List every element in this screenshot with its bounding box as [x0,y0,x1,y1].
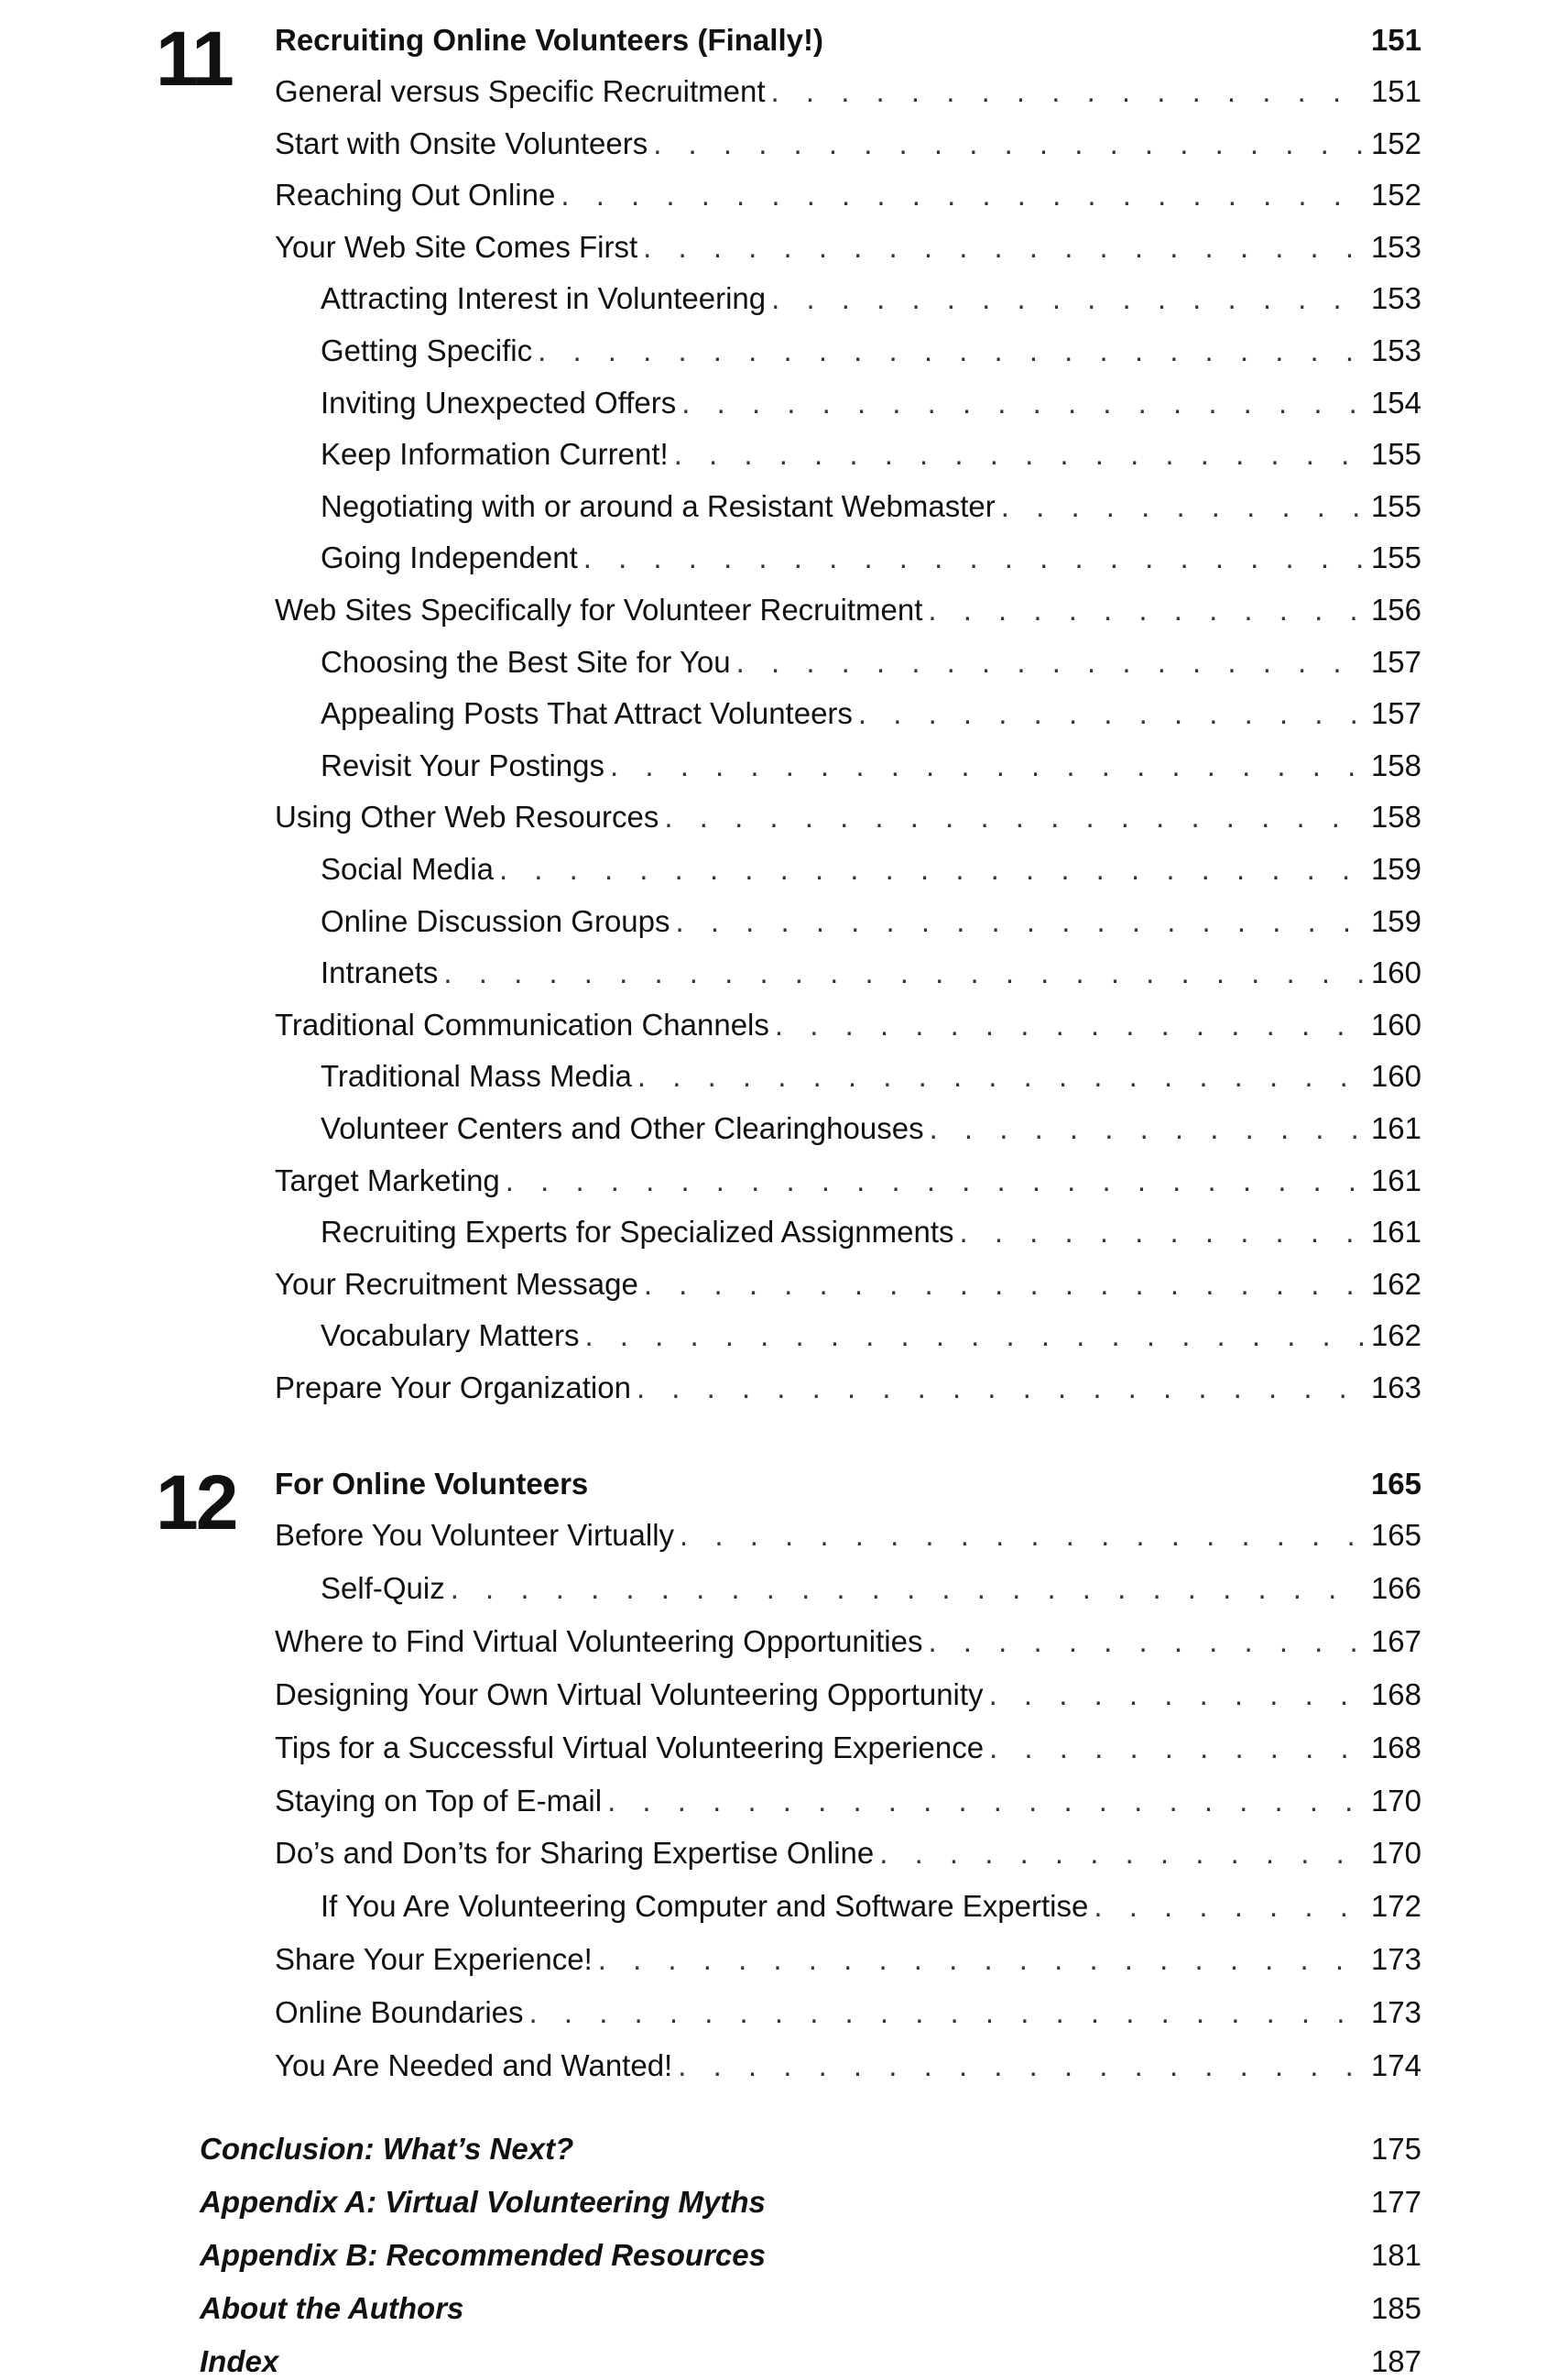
back-matter-page: 175 [1370,2132,1421,2166]
toc-entry-title: Using Other Web Resources [275,800,659,835]
dot-leader [771,73,1366,110]
toc-entry[interactable] [275,1994,1421,2031]
dot-leader [506,1163,1366,1199]
toc-entry-page: 158 [1370,800,1421,835]
toc-entry-page: 155 [1370,540,1421,575]
toc-entry-title: Choosing the Best Site for You [321,644,731,679]
dot-leader [771,280,1366,317]
toc-entry-page: 157 [1370,696,1421,731]
dot-leader [1001,488,1366,525]
toc-entry[interactable] [321,280,1421,317]
toc-entry-title: You Are Needed and Wanted! [275,2048,673,2082]
toc-entry-title: Web Sites Specifically for Volunteer Recruitment [275,593,923,627]
toc-entry[interactable] [275,1163,1421,1199]
toc-entry-title: Inviting Unexpected Offers [321,385,677,420]
dot-leader [676,903,1366,940]
back-matter-entry[interactable] [200,2343,1421,2380]
toc-entry-page: 162 [1370,1318,1421,1353]
toc-entry-title: Traditional Communication Channels [275,1007,769,1042]
toc-entry-title: Volunteer Centers and Other Clearinghouses [321,1111,924,1145]
toc-entry-page: 155 [1370,488,1421,523]
dot-leader [653,126,1366,162]
toc-entry-title: If You Are Volunteering Computer and Software Expertise [321,1889,1089,1924]
toc-entry[interactable] [275,799,1421,835]
dot-leader [598,1941,1366,1978]
toc-entry-title: Reaching Out Online [275,178,556,213]
back-matter-page: 181 [1370,2238,1421,2272]
toc-entry-page: 165 [1370,1518,1421,1552]
back-matter-page: 187 [1370,2344,1421,2378]
toc-entry-title: Recruiting Experts for Specialized Assignments [321,1215,954,1250]
toc-entry-title: Staying on Top of E-mail [275,1783,603,1818]
dot-leader [664,799,1366,835]
dot-leader [443,955,1366,991]
toc-entry-title: Revisit Your Postings [321,748,605,782]
dot-leader [680,1517,1366,1554]
toc-entry[interactable] [321,436,1421,473]
toc-entry[interactable] [275,1370,1421,1406]
toc-entry[interactable] [275,592,1421,628]
toc-entry-title: Do’s and Don’ts for Sharing Expertise Online [275,1836,875,1871]
toc-entry-title: Where to Find Virtual Volunteering Opportunities [275,1623,923,1658]
toc-entry-page: 167 [1370,1623,1421,1658]
dot-leader [538,333,1366,369]
toc-entry-page: 163 [1370,1370,1421,1404]
toc-entry[interactable] [321,540,1421,576]
toc-entry-title: Keep Information Current! [321,437,669,472]
toc-entry-title: Before You Volunteer Virtually [275,1518,675,1552]
dot-leader [775,1007,1366,1043]
toc-entry-page: 159 [1370,903,1421,938]
toc-entry-page: 161 [1370,1215,1421,1250]
back-matter-title: Index [200,2344,279,2378]
dot-leader [930,1110,1366,1147]
toc-entry-title: Vocabulary Matters [321,1318,580,1353]
back-matter-entry[interactable] [200,2184,1421,2221]
toc-entry-title: Target Marketing [275,1163,500,1197]
dot-leader [681,385,1366,421]
chapter-title-row[interactable] [275,22,1421,59]
dot-leader [858,695,1366,732]
toc-entry-title: Share Your Experience! [275,1942,593,1977]
toc-entry-title: Traditional Mass Media [321,1059,632,1094]
toc-entry[interactable] [275,177,1421,213]
back-matter-page: 185 [1370,2291,1421,2325]
toc-entry-page: 154 [1370,385,1421,420]
toc-entry[interactable] [321,1570,1421,1607]
back-matter-entry[interactable] [200,2131,1421,2167]
toc-entry[interactable] [321,1058,1421,1095]
toc-entry[interactable] [321,695,1421,732]
toc-entry-page: 155 [1370,437,1421,472]
toc-entry[interactable] [275,229,1421,266]
toc-entry-page: 173 [1370,1995,1421,2030]
toc-entry[interactable] [275,1007,1421,1043]
toc-entry-page: 159 [1370,852,1421,886]
dot-leader [643,229,1366,266]
chapter-page: 165 [1370,1467,1421,1501]
toc-entry[interactable] [321,851,1421,888]
back-matter-title: About the Authors [200,2291,464,2325]
toc-entry-title: Your Web Site Comes First [275,229,638,264]
dot-leader [499,851,1366,888]
toc-entry-page: 160 [1370,1059,1421,1094]
toc-entry-title: Start with Onsite Volunteers [275,126,648,160]
dot-leader [561,177,1366,213]
toc-entry-page: 168 [1370,1676,1421,1711]
toc-entry[interactable] [275,73,1421,110]
toc-entry[interactable] [275,1517,1421,1554]
toc-entry-title: Designing Your Own Virtual Volunteering Opportunity [275,1676,984,1711]
toc-entry-page: 153 [1370,229,1421,264]
toc-entry[interactable] [321,333,1421,369]
dot-leader [928,1623,1365,1660]
chapter-title: Recruiting Online Volunteers (Finally!) [275,23,823,57]
dot-leader [736,644,1366,681]
toc-entry-page: 152 [1370,126,1421,160]
toc-entry[interactable] [321,1214,1421,1250]
dot-leader [960,1214,1366,1250]
toc-entry[interactable] [275,1835,1421,1872]
toc-entry-page: 160 [1370,1007,1421,1042]
toc-entry-page: 170 [1370,1783,1421,1818]
toc-entry-title: Social Media [321,852,494,886]
dot-leader [644,1266,1366,1303]
toc-entry-title: Online Boundaries [275,1995,524,2030]
dot-leader [607,1783,1366,1819]
toc-entry-page: 158 [1370,748,1421,782]
toc-entry-page: 152 [1370,178,1421,213]
dot-leader [583,540,1366,576]
chapter-12 [0,1457,1557,2098]
toc-entry-page: 174 [1370,2048,1421,2082]
toc-entry[interactable] [275,1730,1421,1766]
toc-entry-title: Attracting Interest in Volunteering [321,281,767,316]
toc-entry-page: 170 [1370,1836,1421,1871]
toc-entry-page: 153 [1370,281,1421,316]
toc-entry[interactable] [321,955,1421,991]
toc-entry[interactable] [321,1888,1421,1925]
chapter-page: 151 [1370,23,1421,57]
dot-leader [928,592,1366,628]
toc-entry[interactable] [275,2047,1421,2084]
toc-entry[interactable] [275,1676,1421,1713]
toc-entry[interactable] [275,1266,1421,1303]
toc-entry-page: 160 [1370,955,1421,990]
toc-entry[interactable] [275,126,1421,162]
toc-entry-title: Appealing Posts That Attract Volunteers [321,696,853,731]
dot-leader [1094,1888,1366,1925]
dot-leader [451,1570,1366,1607]
dot-leader [610,748,1366,784]
toc-entry[interactable] [321,1317,1421,1354]
toc-entry-page: 161 [1370,1111,1421,1145]
toc-entry[interactable] [321,644,1421,681]
toc-entry[interactable] [275,1941,1421,1978]
toc-entry-title: Self-Quiz [321,1570,445,1605]
back-matter-title: Conclusion: What’s Next? [200,2132,574,2166]
toc-entry-page: 156 [1370,593,1421,627]
dot-leader [678,2047,1366,2084]
toc-entry-title: Getting Specific [321,333,533,367]
toc-entry-page: 166 [1370,1570,1421,1605]
back-matter-entry[interactable] [200,2290,1421,2327]
toc-entry[interactable] [321,385,1421,421]
toc-entry[interactable] [321,488,1421,525]
dot-leader [529,1994,1366,2031]
toc-entry-page: 161 [1370,1163,1421,1197]
dot-leader [637,1370,1366,1406]
chapter-number: 11 [156,16,232,102]
toc-entry[interactable] [321,1110,1421,1147]
chapter-number: 12 [156,1459,236,1545]
dot-leader [674,436,1366,473]
toc-entry-page: 157 [1370,644,1421,679]
chapter-title-row[interactable] [275,1466,1421,1502]
toc-entry-page: 172 [1370,1889,1421,1924]
toc-entry[interactable] [275,1783,1421,1819]
dot-leader [989,1676,1366,1713]
toc-entry-title: Your Recruitment Message [275,1266,638,1301]
back-matter-title: Appendix B: Recommended Resources [200,2238,766,2272]
toc-entry-title: Tips for a Successful Virtual Volunteering Experience [275,1730,985,1764]
toc-entry-title: Negotiating with or around a Resistant Webmaster [321,488,996,523]
toc-entry[interactable] [321,903,1421,940]
toc-entry[interactable] [321,748,1421,784]
back-matter-entry[interactable] [200,2237,1421,2274]
toc-entry-title: Online Discussion Groups [321,903,670,938]
dot-leader [879,1835,1366,1872]
toc-entry-title: Prepare Your Organization [275,1370,631,1404]
toc-entry-page: 173 [1370,1942,1421,1977]
toc-entry-page: 168 [1370,1730,1421,1764]
toc-entry[interactable] [275,1623,1421,1660]
dot-leader [637,1058,1366,1095]
toc-entry-title: General versus Specific Recruitment [275,74,766,108]
toc-entry-page: 151 [1370,74,1421,108]
back-matter-title: Appendix A: Virtual Volunteering Myths [200,2185,766,2219]
toc-entry-title: Going Independent [321,540,578,575]
chapter-title: For Online Volunteers [275,1467,589,1501]
toc-entry-page: 162 [1370,1266,1421,1301]
dot-leader [989,1730,1366,1766]
toc-entry-title: Intranets [321,955,439,990]
back-matter-page: 177 [1370,2185,1421,2219]
dot-leader [584,1317,1365,1354]
toc-entry-page: 153 [1370,333,1421,367]
